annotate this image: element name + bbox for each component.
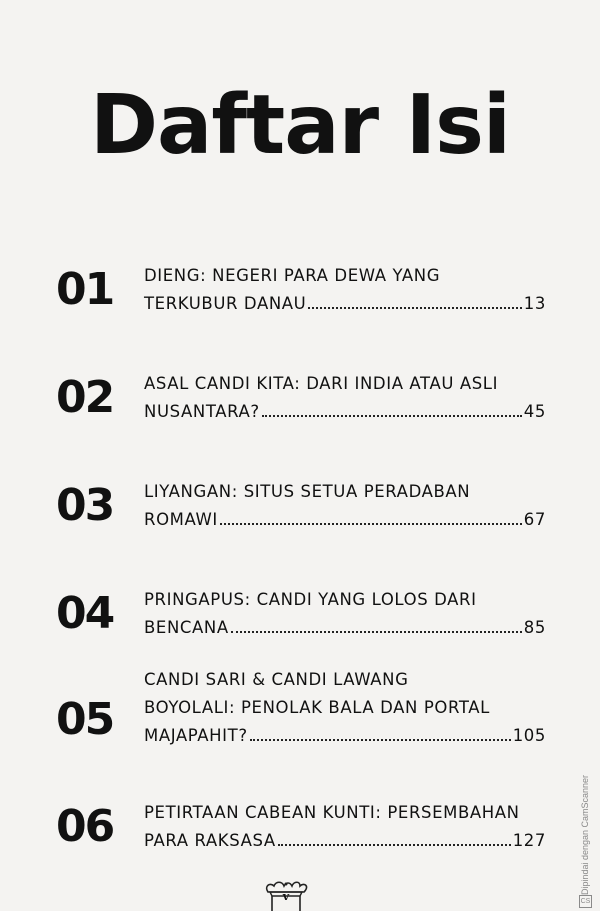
chapter-title-line: DIENG: NEGERI PARA DEWA YANG	[144, 266, 441, 285]
page-number-roman: v	[282, 890, 290, 903]
chapter-title-line: PRINGAPUS: CANDI YANG LOLOS DARI	[144, 590, 477, 609]
chapter-title-line: LIYANGAN: SITUS SETUA PERADABAN	[144, 482, 471, 501]
leader-line	[144, 614, 546, 642]
leader-line	[144, 290, 546, 318]
page-number: 127	[512, 831, 546, 850]
page-number: 13	[523, 294, 546, 313]
chapter-title-line: PETIRTAAN CABEAN KUNTI: PERSEMBAHAN	[144, 803, 520, 822]
camscanner-watermark	[574, 760, 596, 910]
chapter-number: 03	[56, 480, 114, 531]
leader-line	[144, 398, 546, 426]
watermark-text: Dipindai dengan CamScanner	[580, 774, 590, 896]
chapter-title	[144, 262, 546, 318]
leader-line	[144, 722, 546, 750]
chapter-number: 06	[56, 801, 114, 852]
chapter-number: 05	[56, 694, 114, 745]
leader-line	[144, 506, 546, 534]
chapter-title	[144, 799, 546, 855]
chapter-number: 02	[56, 372, 114, 423]
chapter-number: 04	[56, 588, 114, 639]
chapter-title-line: TERKUBUR DANAU	[144, 294, 307, 313]
chapter-title	[144, 666, 546, 750]
dot-leader	[250, 739, 511, 741]
page-number: 105	[512, 726, 546, 745]
page-number: 45	[523, 402, 546, 421]
chapter-title-line: MAJAPAHIT?	[144, 726, 248, 745]
dot-leader	[308, 307, 521, 309]
dot-leader	[278, 844, 511, 846]
camscanner-logo-icon: CS	[579, 895, 592, 908]
chapter-title	[144, 586, 546, 642]
page-number: 67	[523, 510, 546, 529]
chapter-title	[144, 370, 546, 426]
chapter-title	[144, 478, 546, 534]
chapter-number: 01	[56, 264, 114, 315]
chapter-title-line: ASAL CANDI KITA: DARI INDIA ATAU ASLI	[144, 374, 499, 393]
dot-leader	[231, 631, 522, 633]
chapter-title-line: ROMAWI	[144, 510, 218, 529]
dot-leader	[262, 415, 522, 417]
chapter-title-line: NUSANTARA?	[144, 402, 260, 421]
dot-leader	[220, 523, 522, 525]
chapter-title-line: PARA RAKSASA	[144, 831, 276, 850]
page-number: 85	[523, 618, 546, 637]
chapter-title-line: BENCANA	[144, 618, 229, 637]
chapter-title-line: BOYOLALI: PENOLAK BALA DAN PORTAL	[144, 698, 490, 717]
leader-line	[144, 827, 546, 855]
page-title: Daftar Isi	[89, 78, 511, 173]
chapter-title-line: CANDI SARI & CANDI LAWANG	[144, 670, 409, 689]
